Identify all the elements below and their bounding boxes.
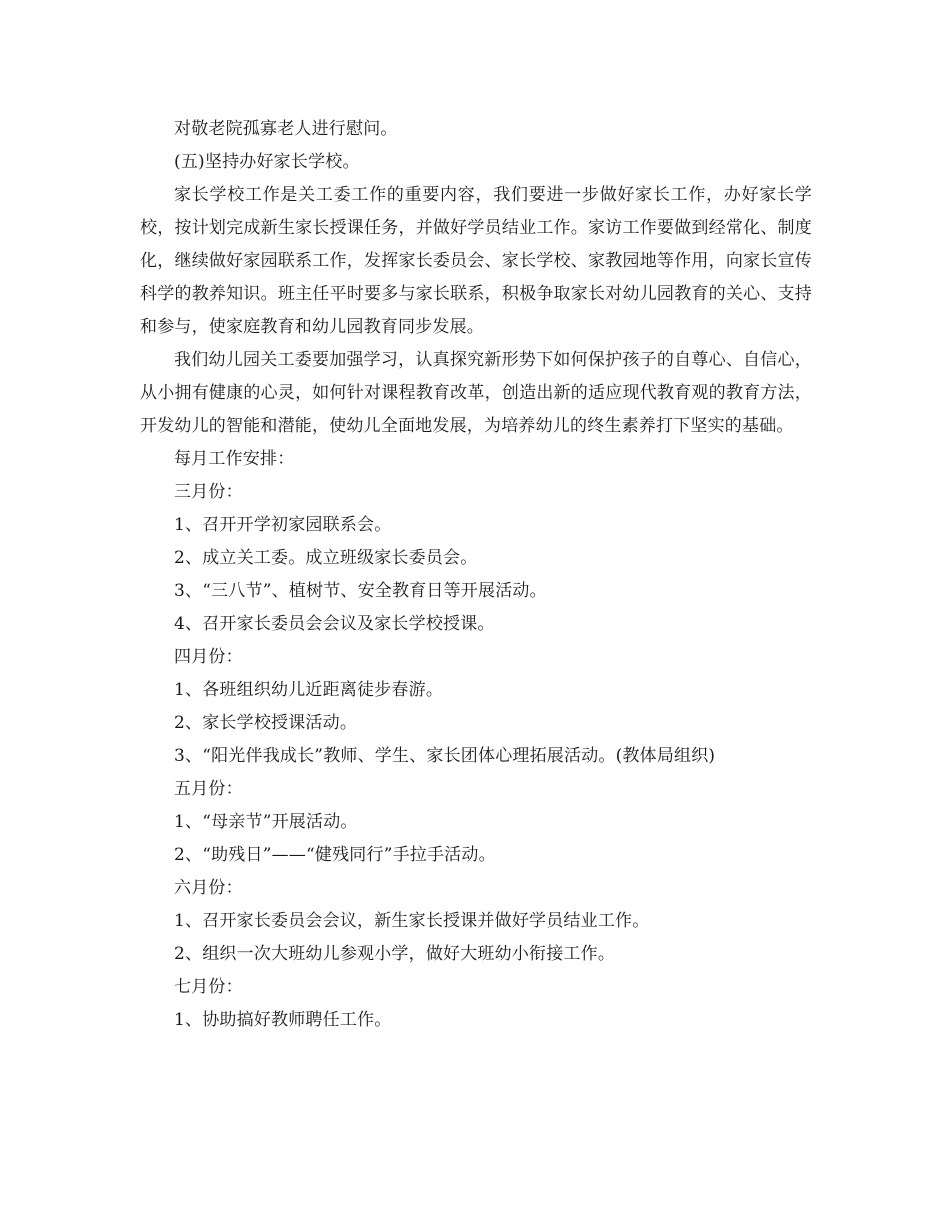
list-item: 2、家长学校授课活动。 [174,713,358,733]
list-item: 1、各班组织幼儿近距离徒步春游。 [174,680,444,700]
month-heading-march: 三月份： [174,482,243,502]
list-item: 3、“阳光伴我成长”教师、学生、家长团体心理拓展活动。(教体局组织) [174,746,716,766]
list-item: 2、“助残日”——“健残同行”手拉手活动。 [174,845,496,865]
month-heading-may: 五月份： [174,779,243,799]
list-item: 1、召开开学初家园联系会。 [174,515,392,535]
list-item: 2、组织一次大班幼儿参观小学，做好大班幼小衔接工作。 [174,944,616,964]
text-line: 对敬老院孤寡老人进行慰问。 [174,119,398,139]
document-page [140,113,812,1037]
section-heading: (五)坚持办好家长学校。 [174,152,360,172]
month-heading-july: 七月份： [174,977,243,997]
list-item: 2、成立关工委。成立班级家长委员会。 [174,548,478,568]
paragraph: 家长学校工作是关工委工作的重要内容，我们要进一步做好家长工作，办好家长学校，按计划完成新生家长授课任务，并做好学员结业工作。家访工作要做到经常化、制度化，继续做好家园联系工作，发挥家长委员会、家长学校、家教园地等作用，向家长宣传科学的教养知识。班主任平时要多与家长联系，积极争取家长对幼儿园教育的关心、支持和参与，使家庭教育和幼儿园教育同步发展。 [140,185,812,337]
list-item: 3、“三八节”、植树节、安全教育日等开展活动。 [174,581,547,601]
schedule-heading: 每月工作安排： [174,449,295,469]
list-item: 1、协助搞好教师聘任工作。 [174,1010,392,1030]
list-item: 1、“母亲节”开展活动。 [174,812,358,832]
month-heading-april: 四月份： [174,647,243,667]
month-heading-june: 六月份： [174,878,243,898]
list-item: 4、召开家长委员会会议及家长学校授课。 [174,614,495,634]
paragraph: 我们幼儿园关工委要加强学习，认真探究新形势下如何保护孩子的自尊心、自信心，从小拥有健康的心灵，如何针对课程教育改革，创造出新的适应现代教育观的教育方法，开发幼儿的智能和潜能，使幼儿全面地发展，为培养幼儿的终生素养打下坚实的基础。 [140,350,812,436]
list-item: 1、召开家长委员会会议，新生家长授课并做好学员结业工作。 [174,911,650,931]
